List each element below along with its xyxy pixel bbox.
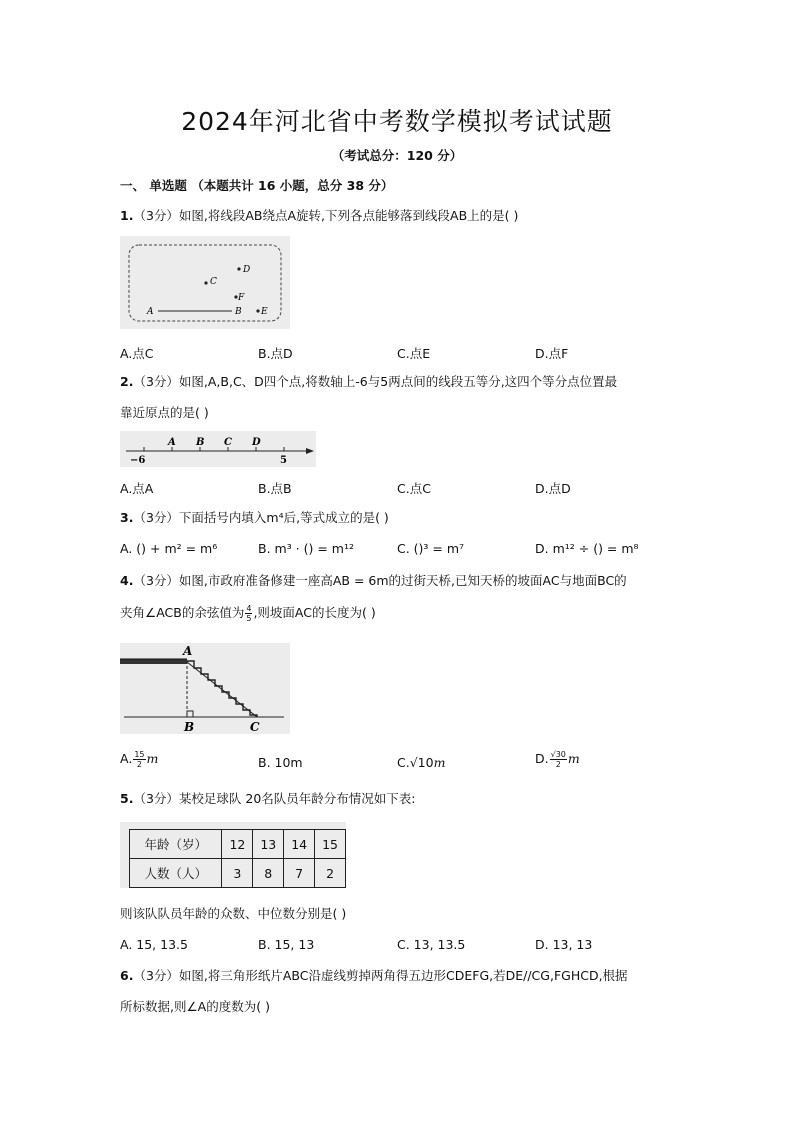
label-b: B: [235, 307, 242, 317]
tick-5-label: 5: [280, 455, 287, 466]
question-number: 6.: [120, 968, 134, 983]
label-f: F: [238, 293, 245, 303]
table-cell: 14: [284, 830, 315, 859]
label-c: C: [210, 277, 217, 287]
option-letter: A.: [120, 751, 133, 766]
question-5: [120, 790, 416, 808]
label-d: D: [243, 265, 251, 275]
q2-option-b[interactable]: B.点B: [258, 481, 292, 496]
denominator: 2: [555, 760, 561, 769]
label-e: E: [261, 307, 268, 317]
q2-number-line-figure: [120, 431, 316, 467]
q5-age-table-figure: [120, 822, 346, 888]
table-cell: 15: [315, 830, 346, 859]
question-number: 1.: [120, 208, 134, 223]
question-5-followup: 则该队队员年龄的众数、中位数分别是( ): [120, 906, 347, 921]
text-cos-suffix: ,则坡面AC的长度为( ): [253, 605, 376, 620]
option-letter: C.: [397, 755, 410, 770]
q4-option-a[interactable]: [120, 750, 158, 769]
label-a: A: [147, 307, 154, 317]
question-4: [120, 572, 627, 590]
table-row-count: [130, 859, 346, 888]
question-number: 2.: [120, 374, 134, 389]
q5-option-b[interactable]: B. 15, 13: [258, 937, 315, 952]
question-text: （3分）某校足球队 20名队员年龄分布情况如下表:: [133, 791, 416, 806]
page-title: 2024年河北省中考数学模拟考试试题: [181, 107, 613, 136]
header-count: 人数（人）: [130, 859, 222, 888]
age-table: [129, 829, 346, 888]
question-text: （3分）下面括号内填入m⁴后,等式成立的是( ): [133, 510, 389, 525]
tick-minus-6-label: −6: [130, 455, 146, 466]
fraction-four-fifths: [245, 604, 252, 623]
point-a-label: A: [168, 437, 176, 448]
q5-option-d[interactable]: D. 13, 13: [535, 937, 593, 952]
question-text-line1: （3分）如图,A,B,C、D四个点,将数轴上-6与5两点间的线段五等分,这四个等分点位置最: [133, 374, 618, 389]
q4-bridge-svg: [120, 643, 290, 734]
point-c-label: C: [224, 437, 232, 448]
option-letter: D.: [535, 751, 549, 766]
question-number: 5.: [120, 791, 134, 806]
q3-option-d[interactable]: D. m¹² ÷ () = m⁸: [535, 541, 639, 556]
q3-option-a[interactable]: A. () + m² = m⁶: [120, 541, 218, 556]
q3-option-c[interactable]: C. ()³ = m⁷: [397, 541, 465, 556]
q1-figure-svg: [120, 236, 290, 329]
label-b: B: [184, 720, 195, 734]
point-d-label: D: [252, 437, 261, 448]
unit: m: [146, 751, 159, 766]
q1-option-c[interactable]: C.点E: [397, 346, 431, 361]
unit: m: [567, 751, 580, 766]
q4-option-d[interactable]: [535, 750, 580, 769]
table-cell: 2: [315, 859, 346, 888]
q1-option-b[interactable]: B.点D: [258, 346, 293, 361]
question-2: [120, 373, 617, 391]
unit: m: [433, 755, 446, 770]
denominator: 5: [246, 614, 252, 623]
numerator: 4: [246, 604, 252, 613]
table-cell: 13: [253, 830, 284, 859]
q2-option-d[interactable]: D.点D: [535, 481, 571, 496]
table-row-age: [130, 830, 346, 859]
denominator: 2: [136, 760, 142, 769]
question-number: 4.: [120, 573, 134, 588]
question-text: （3分）如图,将线段AB绕点A旋转,下列各点能够落到线段AB上的是( ): [133, 208, 519, 223]
q4-option-c[interactable]: [397, 755, 445, 770]
question-6: [120, 967, 628, 985]
label-a: A: [183, 644, 193, 658]
question-1: [120, 207, 518, 225]
question-6-line2: 所标数据,则∠A的度数为( ): [120, 999, 270, 1014]
question-2-line2: 靠近原点的是( ): [120, 405, 209, 420]
q1-option-d[interactable]: D.点F: [535, 346, 569, 361]
sqrt-10: √10: [409, 755, 434, 770]
fraction-15-2: [133, 750, 145, 769]
question-text-line1: （3分）如图,市政府准备修建一座高AB = 6m的过街天桥,已知天桥的坡面AC与地面BC的: [133, 573, 627, 588]
question-4-line2: [120, 604, 376, 623]
numerator: √30: [550, 750, 566, 759]
table-cell: 3: [222, 859, 253, 888]
section-heading: 一、 单选题 （本题共计 16 小题，总分 38 分）: [120, 178, 394, 193]
table-cell: 7: [284, 859, 315, 888]
numerator: 15: [134, 750, 145, 759]
q3-option-b[interactable]: B. m³ · () = m¹²: [258, 541, 355, 556]
q1-figure: [120, 236, 290, 329]
question-number: 3.: [120, 510, 134, 525]
point-b-label: B: [196, 437, 205, 448]
fraction-sqrt30-2: [550, 750, 567, 769]
q4-option-b[interactable]: B. 10m: [258, 755, 303, 770]
q5-option-a[interactable]: A. 15, 13.5: [120, 937, 188, 952]
q5-option-c[interactable]: C. 13, 13.5: [397, 937, 466, 952]
header-age: 年龄（岁）: [130, 830, 222, 859]
q2-number-line-svg: [120, 431, 316, 467]
table-cell: 8: [253, 859, 284, 888]
q2-option-a[interactable]: A.点A: [120, 481, 154, 496]
q1-option-a[interactable]: A.点C: [120, 346, 154, 361]
question-3: [120, 509, 389, 527]
table-cell: 12: [222, 830, 253, 859]
question-text-line1: （3分）如图,将三角形纸片ABC沿虚线剪掉两角得五边形CDEFG,若DE//CG,FGHCD,根据: [133, 968, 628, 983]
label-c: C: [250, 720, 260, 734]
text-cos-prefix: 夹角∠ACB的余弦值为: [120, 605, 245, 620]
q2-option-c[interactable]: C.点C: [397, 481, 431, 496]
exam-total-score: （考试总分：120 分）: [331, 148, 463, 163]
q4-bridge-figure: [120, 643, 290, 734]
